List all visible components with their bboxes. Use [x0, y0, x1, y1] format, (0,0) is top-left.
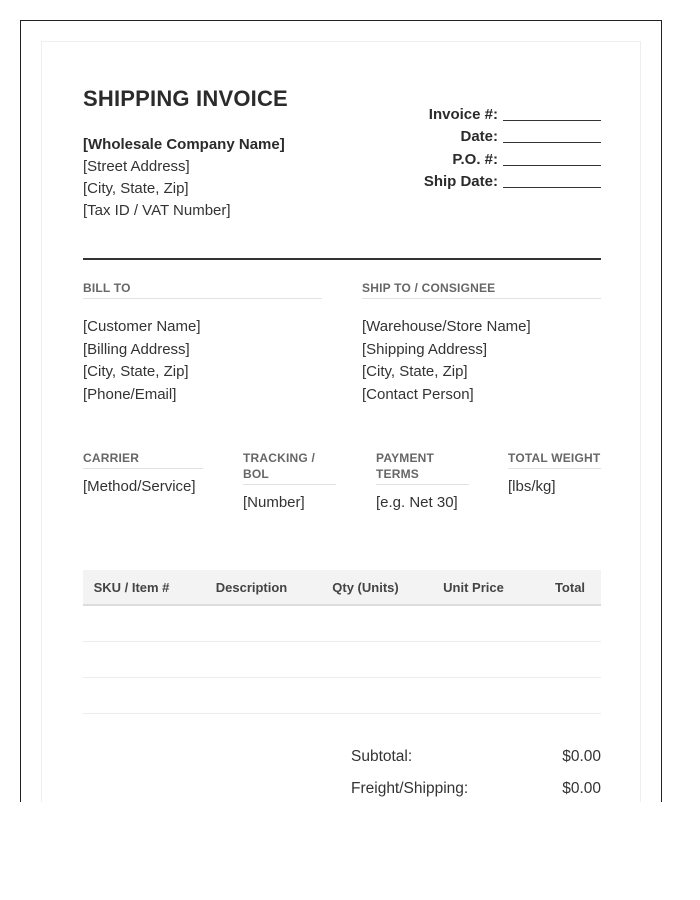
total-weight-value: [lbs/kg] — [508, 478, 556, 495]
payment-label-line: TERMS — [376, 467, 419, 481]
bill-to-address — [83, 316, 322, 406]
ship-to-section — [362, 280, 601, 406]
invoice-number-label: Invoice #: — [428, 105, 498, 123]
subtotal-row — [351, 748, 601, 780]
subtotal-label: Subtotal: — [351, 748, 413, 765]
ship-to-label: SHIP TO / CONSIGNEE — [362, 280, 601, 299]
table-row[interactable] — [83, 678, 601, 714]
header-sku: SKU / Item # — [93, 579, 170, 595]
date-row — [341, 123, 601, 146]
po-row — [341, 145, 601, 168]
table-header — [83, 570, 601, 606]
ship-date-label: Ship Date: — [423, 173, 498, 190]
company-info — [83, 134, 285, 222]
header-divider — [83, 258, 601, 260]
invoice-title: SHIPPING INVOICE — [83, 86, 288, 111]
invoice-number-field[interactable] — [503, 120, 601, 121]
tracking-label — [243, 450, 336, 485]
po-field[interactable] — [503, 165, 601, 166]
header-total: Total — [554, 579, 586, 595]
freight-row — [351, 780, 601, 802]
carrier-value: [Method/Service] — [83, 478, 196, 495]
tracking-label-line: BOL — [243, 467, 269, 481]
subtotal-value: $0.00 — [562, 748, 601, 765]
document-frame — [20, 20, 662, 802]
invoice-sheet — [41, 41, 641, 802]
tracking-label-line: TRACKING / — [243, 451, 315, 465]
ship-to-line: [City, State, Zip] — [362, 363, 468, 380]
payment-label-line: PAYMENT — [376, 451, 435, 465]
header-qty: Qty (Units) — [332, 579, 399, 595]
ship-to-address — [362, 316, 601, 406]
carrier-label: CARRIER — [83, 450, 203, 469]
payment-terms-value: [e.g. Net 30] — [376, 494, 458, 511]
date-label: Date: — [460, 128, 498, 145]
bill-to-label: BILL TO — [83, 280, 322, 299]
bill-to-line: [Customer Name] — [83, 318, 201, 335]
bill-to-line: [Phone/Email] — [83, 385, 177, 403]
company-tax-id: [Tax ID / VAT Number] — [83, 202, 231, 219]
header-description: Description — [215, 579, 288, 595]
table-row[interactable] — [83, 606, 601, 642]
table-row[interactable] — [83, 642, 601, 678]
totals-section — [351, 748, 601, 802]
ship-to-line: [Warehouse/Store Name] — [362, 318, 531, 335]
bill-to-line: [City, State, Zip] — [83, 363, 189, 380]
payment-terms-section — [376, 450, 469, 511]
total-weight-label: TOTAL WEIGHT — [508, 450, 601, 469]
company-name: [Wholesale Company Name] — [83, 136, 285, 153]
company-city: [City, State, Zip] — [83, 180, 189, 197]
company-street: [Street Address] — [83, 158, 190, 175]
line-items-table — [83, 570, 601, 714]
invoice-meta — [341, 100, 601, 190]
tracking-value: [Number] — [243, 494, 305, 511]
payment-terms-label — [376, 450, 469, 485]
ship-date-field[interactable] — [503, 187, 601, 188]
invoice-number-row — [341, 100, 601, 123]
bill-to-line: [Billing Address] — [83, 340, 190, 358]
freight-value: $0.00 — [562, 780, 601, 797]
ship-to-line: [Shipping Address] — [362, 340, 488, 358]
tracking-section — [243, 450, 336, 511]
header-unit-price: Unit Price — [443, 579, 504, 595]
total-weight-section — [508, 450, 601, 495]
ship-date-row — [341, 168, 601, 191]
bill-to-section — [83, 280, 322, 406]
carrier-section — [83, 450, 203, 495]
ship-to-line: [Contact Person] — [362, 385, 474, 403]
po-label: P.O. #: — [452, 150, 498, 168]
freight-label: Freight/Shipping: — [351, 780, 469, 797]
date-field[interactable] — [503, 142, 601, 143]
